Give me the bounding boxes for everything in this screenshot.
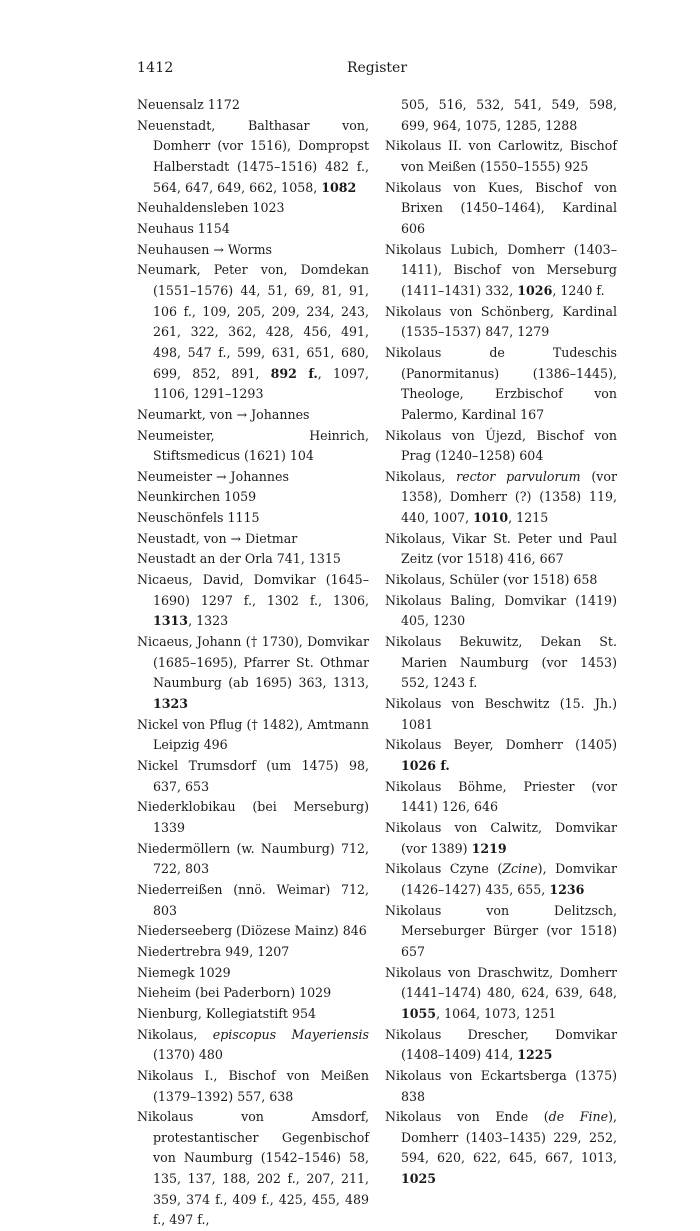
entry-text: Neuenstadt, Balthasar von, Domherr (vor 1516), Dompropst Halberstadt (1475–1516) 482 f., 564, 647, 649, 662, 1058,: [137, 117, 369, 195]
index-entry: [137, 467, 369, 488]
entry-bold-ref: 1025: [401, 1171, 437, 1187]
entry-text: Neuhaus 1154: [137, 220, 230, 236]
entry-bold-ref: 1026: [517, 282, 553, 298]
index-entry: [137, 95, 369, 116]
page-header: [137, 60, 617, 80]
index-entry: [137, 756, 369, 797]
entry-text: Neuhaldensleben 1023: [137, 200, 285, 216]
entry-bold-ref: 1010: [473, 510, 509, 526]
index-entry: [137, 839, 369, 880]
index-entry: [385, 136, 617, 177]
index-entry: [385, 901, 617, 963]
entry-tail: , 1064, 1073, 1251: [436, 1005, 557, 1021]
entry-text: Niedertrebra 949, 1207: [137, 943, 290, 959]
entry-bold-ref: 1219: [471, 840, 507, 856]
index-entry: [385, 1066, 617, 1107]
entry-text: Neumeister, Heinrich, Stiftsmedicus (1621) 104: [137, 427, 369, 464]
index-entry: [137, 240, 369, 261]
entry-text: Nikolaus von Calwitz, Domvikar (vor 1389): [385, 819, 617, 856]
entry-text: Nikolaus von Amsdorf, protestantischer Gegenbischof von Naumburg (1542–1546) 58, 135, 137, 188, 202 f., 207, 211, 359, 374 f., 409 f., 425, 455, 489 f., 497 f.,: [137, 1109, 369, 1228]
entry-bold-ref: 1082: [321, 179, 357, 195]
entry-bold-ref: 1323: [153, 696, 189, 712]
entry-text: Nikolaus von Ende (: [385, 1109, 549, 1125]
entry-text: Nikolaus Drescher, Domvikar (1408–1409) 414,: [385, 1026, 617, 1063]
index-entry: [137, 797, 369, 838]
entry-text: Niedermöllern (w. Naumburg) 712, 722, 803: [137, 840, 369, 877]
entry-bold-ref: 1026 f.: [401, 758, 450, 773]
entry-tail: , 1240 f.: [552, 282, 605, 298]
entry-tail: ), Domvikar (1426–1427) 435, 655,: [401, 861, 617, 897]
entry-text: Nicaeus, Johann († 1730), Domvikar (1685–1695), Pfarrer St. Othmar Naumburg (ab 1695) 363, 1313,: [137, 634, 369, 691]
index-entry: [385, 570, 617, 591]
entry-text: Nikolaus, Vikar St. Peter und Paul Zeitz (vor 1518) 416, 667: [385, 530, 617, 567]
entry-text: Nikolaus von Draschwitz, Domherr (1441–1474) 480, 624, 639, 648,: [385, 964, 617, 1001]
index-entry: [385, 343, 617, 426]
entry-tail: , 1097, 1106, 1291–1293: [153, 365, 369, 402]
entry-text: Nikolaus Beyer, Domherr (1405): [385, 737, 617, 753]
entry-text: Nienburg, Kollegiatstift 954: [137, 1005, 317, 1021]
entry-italic: episcopus Mayeriensis: [212, 1026, 369, 1042]
running-title: Register: [346, 60, 408, 76]
index-entry: [385, 694, 617, 735]
entry-text: Nikolaus Bekuwitz, Dekan St. Marien Naumburg (vor 1453) 552, 1243 f.: [385, 634, 617, 691]
index-entry: [385, 178, 617, 240]
index-entry: [385, 240, 617, 302]
index-entry: [137, 570, 369, 632]
index-entry: [137, 405, 369, 426]
entry-text: Nikolaus von Újezd, Bischof von Prag (1240–1258) 604: [385, 427, 617, 464]
entry-italic: Zcine: [502, 861, 538, 877]
entry-text: Nikolaus Baling, Domvikar (1419) 405, 1230: [385, 592, 617, 629]
entry-text: Nieheim (bei Paderborn) 1029: [137, 985, 332, 1001]
entry-text: Nikolaus II. von Carlowitz, Bischof von Meißen (1550–1555) 925: [385, 138, 617, 174]
index-entry: [385, 591, 617, 632]
index-entry: [137, 1066, 369, 1107]
index-entry: [137, 1004, 369, 1025]
index-entry: [385, 632, 617, 694]
index-entry: [385, 1107, 617, 1190]
entry-bold-ref: 1055: [401, 1005, 437, 1021]
entry-tail: , 1323: [188, 613, 229, 629]
entry-italic: de Fine: [548, 1109, 609, 1125]
entry-text: Nikolaus von Schönberg, Kardinal (1535–1537) 847, 1279: [385, 303, 617, 340]
entry-bold-ref: 1225: [517, 1047, 553, 1063]
index-entry: [385, 859, 617, 900]
entry-text: Neumarkt, von → Johannes: [137, 406, 310, 422]
entry-bold-ref: 1313: [153, 613, 189, 629]
entry-text: Neustadt, von → Dietmar: [137, 530, 298, 546]
index-entry: [137, 549, 369, 570]
index-entry: [137, 921, 369, 942]
entry-text: Neumark, Peter von, Domdekan (1551–1576) 44, 51, 69, 81, 91, 106 f., 109, 205, 209, 234, 243, 261, 322, 362, 428, 456, 491, 498, 547 f., 599, 631, 651, 680, 699, 852, 891,: [137, 262, 369, 381]
entry-text: Neumeister → Johannes: [137, 468, 289, 484]
entry-text: Nikolaus Czyne (: [385, 861, 503, 877]
entry-text: Nikolaus, Schüler (vor 1518) 658: [385, 572, 598, 588]
index-entry: [385, 735, 617, 776]
entry-text: Neuensalz 1172: [137, 97, 240, 112]
index-entry: [137, 487, 369, 508]
entry-text: Niemegk 1029: [137, 964, 231, 980]
index-entry: [137, 116, 369, 199]
entry-text: Niederseeberg (Diözese Mainz) 846: [137, 923, 367, 939]
index-entry: [385, 95, 617, 136]
index-entry: [385, 1025, 617, 1066]
index-entry: [385, 529, 617, 570]
entry-text: Nicaeus, David, Domvikar (1645–1690) 1297 f., 1302 f., 1306,: [137, 572, 369, 608]
entry-text: Nikolaus de Tudeschis (Panormitanus) (1386–1445), Theologe, Erzbischof von Palermo, Kardinal 167: [385, 344, 617, 422]
index-entry: [137, 942, 369, 963]
entry-text: Nickel von Pflug († 1482), Amtmann Leipzig 496: [137, 716, 369, 753]
entry-text: Nikolaus von Kues, Bischof von Brixen (1450–1464), Kardinal 606: [385, 179, 617, 236]
entry-text: Nikolaus von Beschwitz (15. Jh.) 1081: [385, 696, 617, 732]
index-entry: [385, 818, 617, 859]
index-entry: [137, 880, 369, 921]
index-entry: [137, 1107, 369, 1231]
index-entry: [137, 198, 369, 219]
entry-text: Nikolaus I., Bischof von Meißen (1379–1392) 557, 638: [137, 1067, 369, 1104]
index-entry: [385, 426, 617, 467]
entry-tail: ), Domherr (1403–1435) 229, 252, 594, 620, 622, 645, 667, 1013,: [401, 1109, 617, 1166]
entry-bold-ref: 1236: [549, 881, 585, 897]
index-entry: [137, 219, 369, 240]
entry-text: Neuschönfels 1115: [137, 510, 260, 526]
index-entry: [137, 426, 369, 467]
index-entry: [137, 1025, 369, 1066]
index-entry: [385, 467, 617, 529]
entry-text: Nickel Trumsdorf (um 1475) 98, 637, 653: [137, 758, 369, 794]
entry-text: Nikolaus,: [137, 1026, 213, 1042]
entry-text: Nikolaus Böhme, Priester (vor 1441) 126, 646: [385, 778, 617, 815]
index-entry: [137, 508, 369, 529]
index-entry: [137, 963, 369, 984]
entry-text: Nikolaus von Eckartsberga (1375) 838: [385, 1067, 617, 1104]
entry-text: Neustadt an der Orla 741, 1315: [137, 551, 341, 567]
index-entry: [137, 632, 369, 715]
entry-italic: rector parvulorum: [456, 468, 581, 484]
entry-tail: , 1215: [508, 510, 549, 526]
entry-text: Nikolaus von Delitzsch, Merseburger Bürger (vor 1518) 657: [385, 902, 617, 959]
entry-text: 505, 516, 532, 541, 549, 598, 699, 964, 1075, 1285, 1288: [401, 97, 617, 133]
index-entry: [137, 529, 369, 550]
entry-text: Neuhausen → Worms: [137, 241, 272, 257]
entry-text: Nikolaus,: [385, 468, 457, 484]
entry-tail: (1370) 480: [153, 1047, 223, 1063]
index-column-left: [137, 95, 369, 1231]
index-entry: [385, 777, 617, 818]
entry-text: Niederreißen (nnö. Weimar) 712, 803: [137, 881, 369, 918]
entry-text: Niederklobikau (bei Merseburg) 1339: [137, 799, 369, 835]
index-entry: [385, 963, 617, 1025]
entry-text: Nikolaus Lubich, Domherr (1403–1411), Bischof von Merseburg (1411–1431) 332,: [385, 241, 617, 298]
page-number: 1412: [137, 60, 174, 76]
index-entry: [385, 302, 617, 343]
index-entry: [137, 715, 369, 756]
index-entry: [137, 260, 369, 405]
entry-text: Neunkirchen 1059: [137, 489, 257, 505]
index-column-right: [385, 95, 617, 1190]
entry-tail: (vor 1358), Domherr (?) (1358) 119, 440, 1007,: [401, 468, 617, 526]
entry-bold-ref: 892 f.: [270, 365, 318, 381]
index-entry: [137, 983, 369, 1004]
